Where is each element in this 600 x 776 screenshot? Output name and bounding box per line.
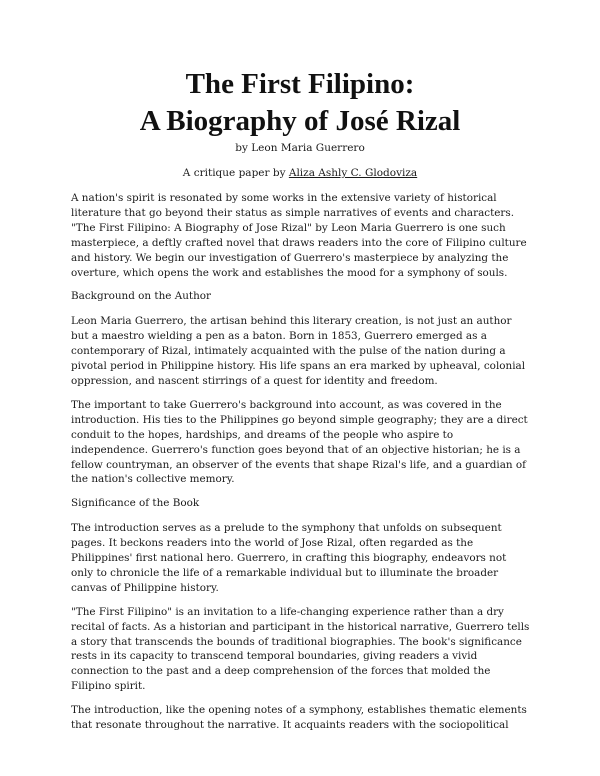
paragraph-significance-1: The introduction serves as a prelude to the symphony that unfolds on subsequent pages. It beckons readers into the world of Jose Rizal, often regarded as the Philippines' first national hero. Guerrero, in crafting this biography, endeavors not only to chronicle the life of a remarkable individual but to illuminate the broader canvas of Philippine history. [71,522,507,594]
paragraph-significance-3: The introduction, like the opening notes of a symphony, establishes thematic elements that resonate throughout the narrative. It acquaints readers with the sociopolitical [71,704,527,732]
section-heading-significance: Significance of the Book [71,497,200,510]
paragraph-author-1: Leon Maria Guerrero, the artisan behind this literary creation, is not just an author but a maestro wielding a pen as a baton. Born in 1853, Guerrero emerged as a contemporary of Rizal, intimately acquainted with the pulse of the nation during a pivotal period in Philippine history. His life spans an era marked by upheaval, colonial oppression, and nascent stirrings of a quest for identity and freedom. [71,315,526,387]
section-heading-author: Background on the Author [71,290,212,303]
title-line-1: The First Filipino: [185,68,415,100]
paragraph-author-2: The important to take Guerrero's background into account, as was covered in the introduction. His ties to the Philippines go beyond simple geography; they are a direct conduit to the hopes, hardships, and dreams of the people who aspire to independence. Guerrero's function goes beyond that of an objective historian; he is a fellow countryman, an observer of the events that shape Rizal's life, and a guardian of the nation's collective memory. [71,398,528,486]
critique-line [0,166,600,180]
paragraph-significance-2: "The First Filipino" is an invitation to a life-changing experience rather than a dry recital of facts. As a historian and participant in the historical narrative, Guerrero tells a story that transcends the bounds of traditional biographies. The book's significance rests in its capacity to transcend temporal boundaries, giving readers a vivid connection to the past and a deep comprehension of the forces that molded the Filipino spirit. [71,605,530,693]
critique-prefix: A critique paper by [182,167,289,179]
paragraph-intro: A nation's spirit is resonated by some works in the extensive variety of historical literature that go beyond their status as simple narratives of events and characters. "The First Filipino: A Biography of Jose Rizal" by Leon Maria Guerrero is one such masterpiece, a deftly crafted novel that draws readers into the core of Filipino culture and history. We begin our investigation of Guerrero's masterpiece by analyzing the overture, which opens the work and establishes the mood for a symphony of souls. [71,192,527,279]
critique-author-link[interactable]: Aliza Ashly C. Glodoviza [288,167,418,179]
byline: by Leon Maria Guerrero [235,142,365,154]
title-line-2: A Biography of José Rizal [139,105,461,137]
document-body [71,191,531,742]
